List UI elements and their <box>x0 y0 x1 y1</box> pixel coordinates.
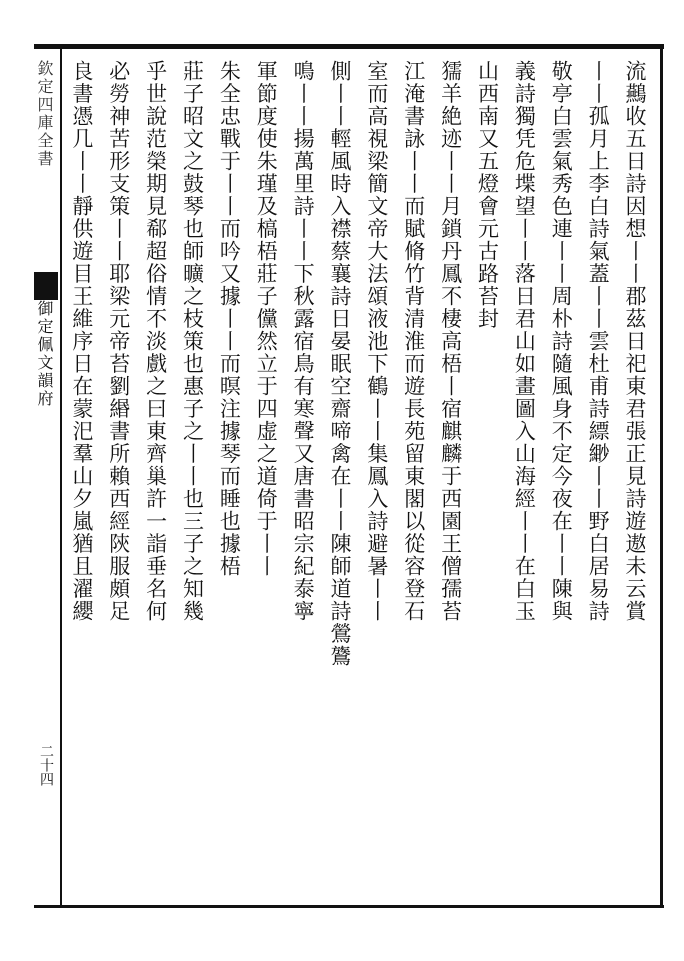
text-column: 室而高視梁簡文帝大法頌液池下鶴丨丨集鳳入詩避暑丨丨 <box>364 60 389 623</box>
text-column: 敬亭白雲氣秀色連丨丨周朴詩隨風身不定今夜在丨丨陳與 <box>549 60 574 623</box>
fishtail-mark <box>34 272 58 300</box>
text-column: 軍節度使朱瑾及槁梧莊子儻然立于四虚之道倚于丨丨 <box>254 60 279 578</box>
text-column: 乎世說范榮期見郗超俗情不淡戲之曰東齊巢許一詣垂名何 <box>143 60 168 623</box>
right-border <box>660 44 663 908</box>
text-column: 側丨丨輕風時入襟蔡襄詩日晏眠空齋啼禽在丨丨陳師道詩鶯鷟 <box>328 60 352 668</box>
text-column: 朱全忠戰于丨丨而吟又據丨丨而暝注據琴而睡也據梧 <box>217 60 242 578</box>
text-column: 獳羊絶迹丨丨月鎖丹鳳不棲高梧丨宿麒麟于西園王僧孺苔 <box>438 60 463 623</box>
spine-header: 欽定四庫全書 <box>35 60 54 168</box>
spine-divider <box>60 44 62 908</box>
text-column: 山西南又五燈會元古路苔封 <box>475 60 500 330</box>
spine-title: 御定佩文韻府 <box>35 300 54 408</box>
text-column: 流䴏收五日詩因想丨丨郡茲日祀東君張正見詩遊遨未云賞 <box>623 60 647 623</box>
text-column: 義詩獨凭危堞望丨丨落日君山如畫圖入山海經丨丨在白玉 <box>512 60 537 623</box>
bottom-border <box>34 905 664 908</box>
top-border <box>34 44 664 49</box>
text-column: 莊子昭文之鼓琴也師曠之枝策也惠子之丨丨也三子之知幾 <box>180 60 205 623</box>
text-column: 江淹書詠丨丨而賦脩竹背清淮而遊長苑留東閣以從容登石 <box>401 60 426 623</box>
page-number: 二十四 <box>38 744 54 786</box>
text-column: 必勞神苦形支策丨丨耶梁元帝苔劉緡書所賴西經陝服頗足 <box>106 60 131 623</box>
text-column: 丨丨孤月上李白詩氣蓋丨丨雲杜甫詩縹緲丨丨野白居易詩 <box>586 60 611 623</box>
text-column: 鳴丨丨揚萬里詩丨丨下秋露宿鳥有寒聲又唐書昭宗紀泰寧 <box>291 60 316 623</box>
text-column: 良書憑几丨丨靜供遊目王維序日在蒙汜羣山夕嵐猶且濯纓 <box>69 60 94 623</box>
